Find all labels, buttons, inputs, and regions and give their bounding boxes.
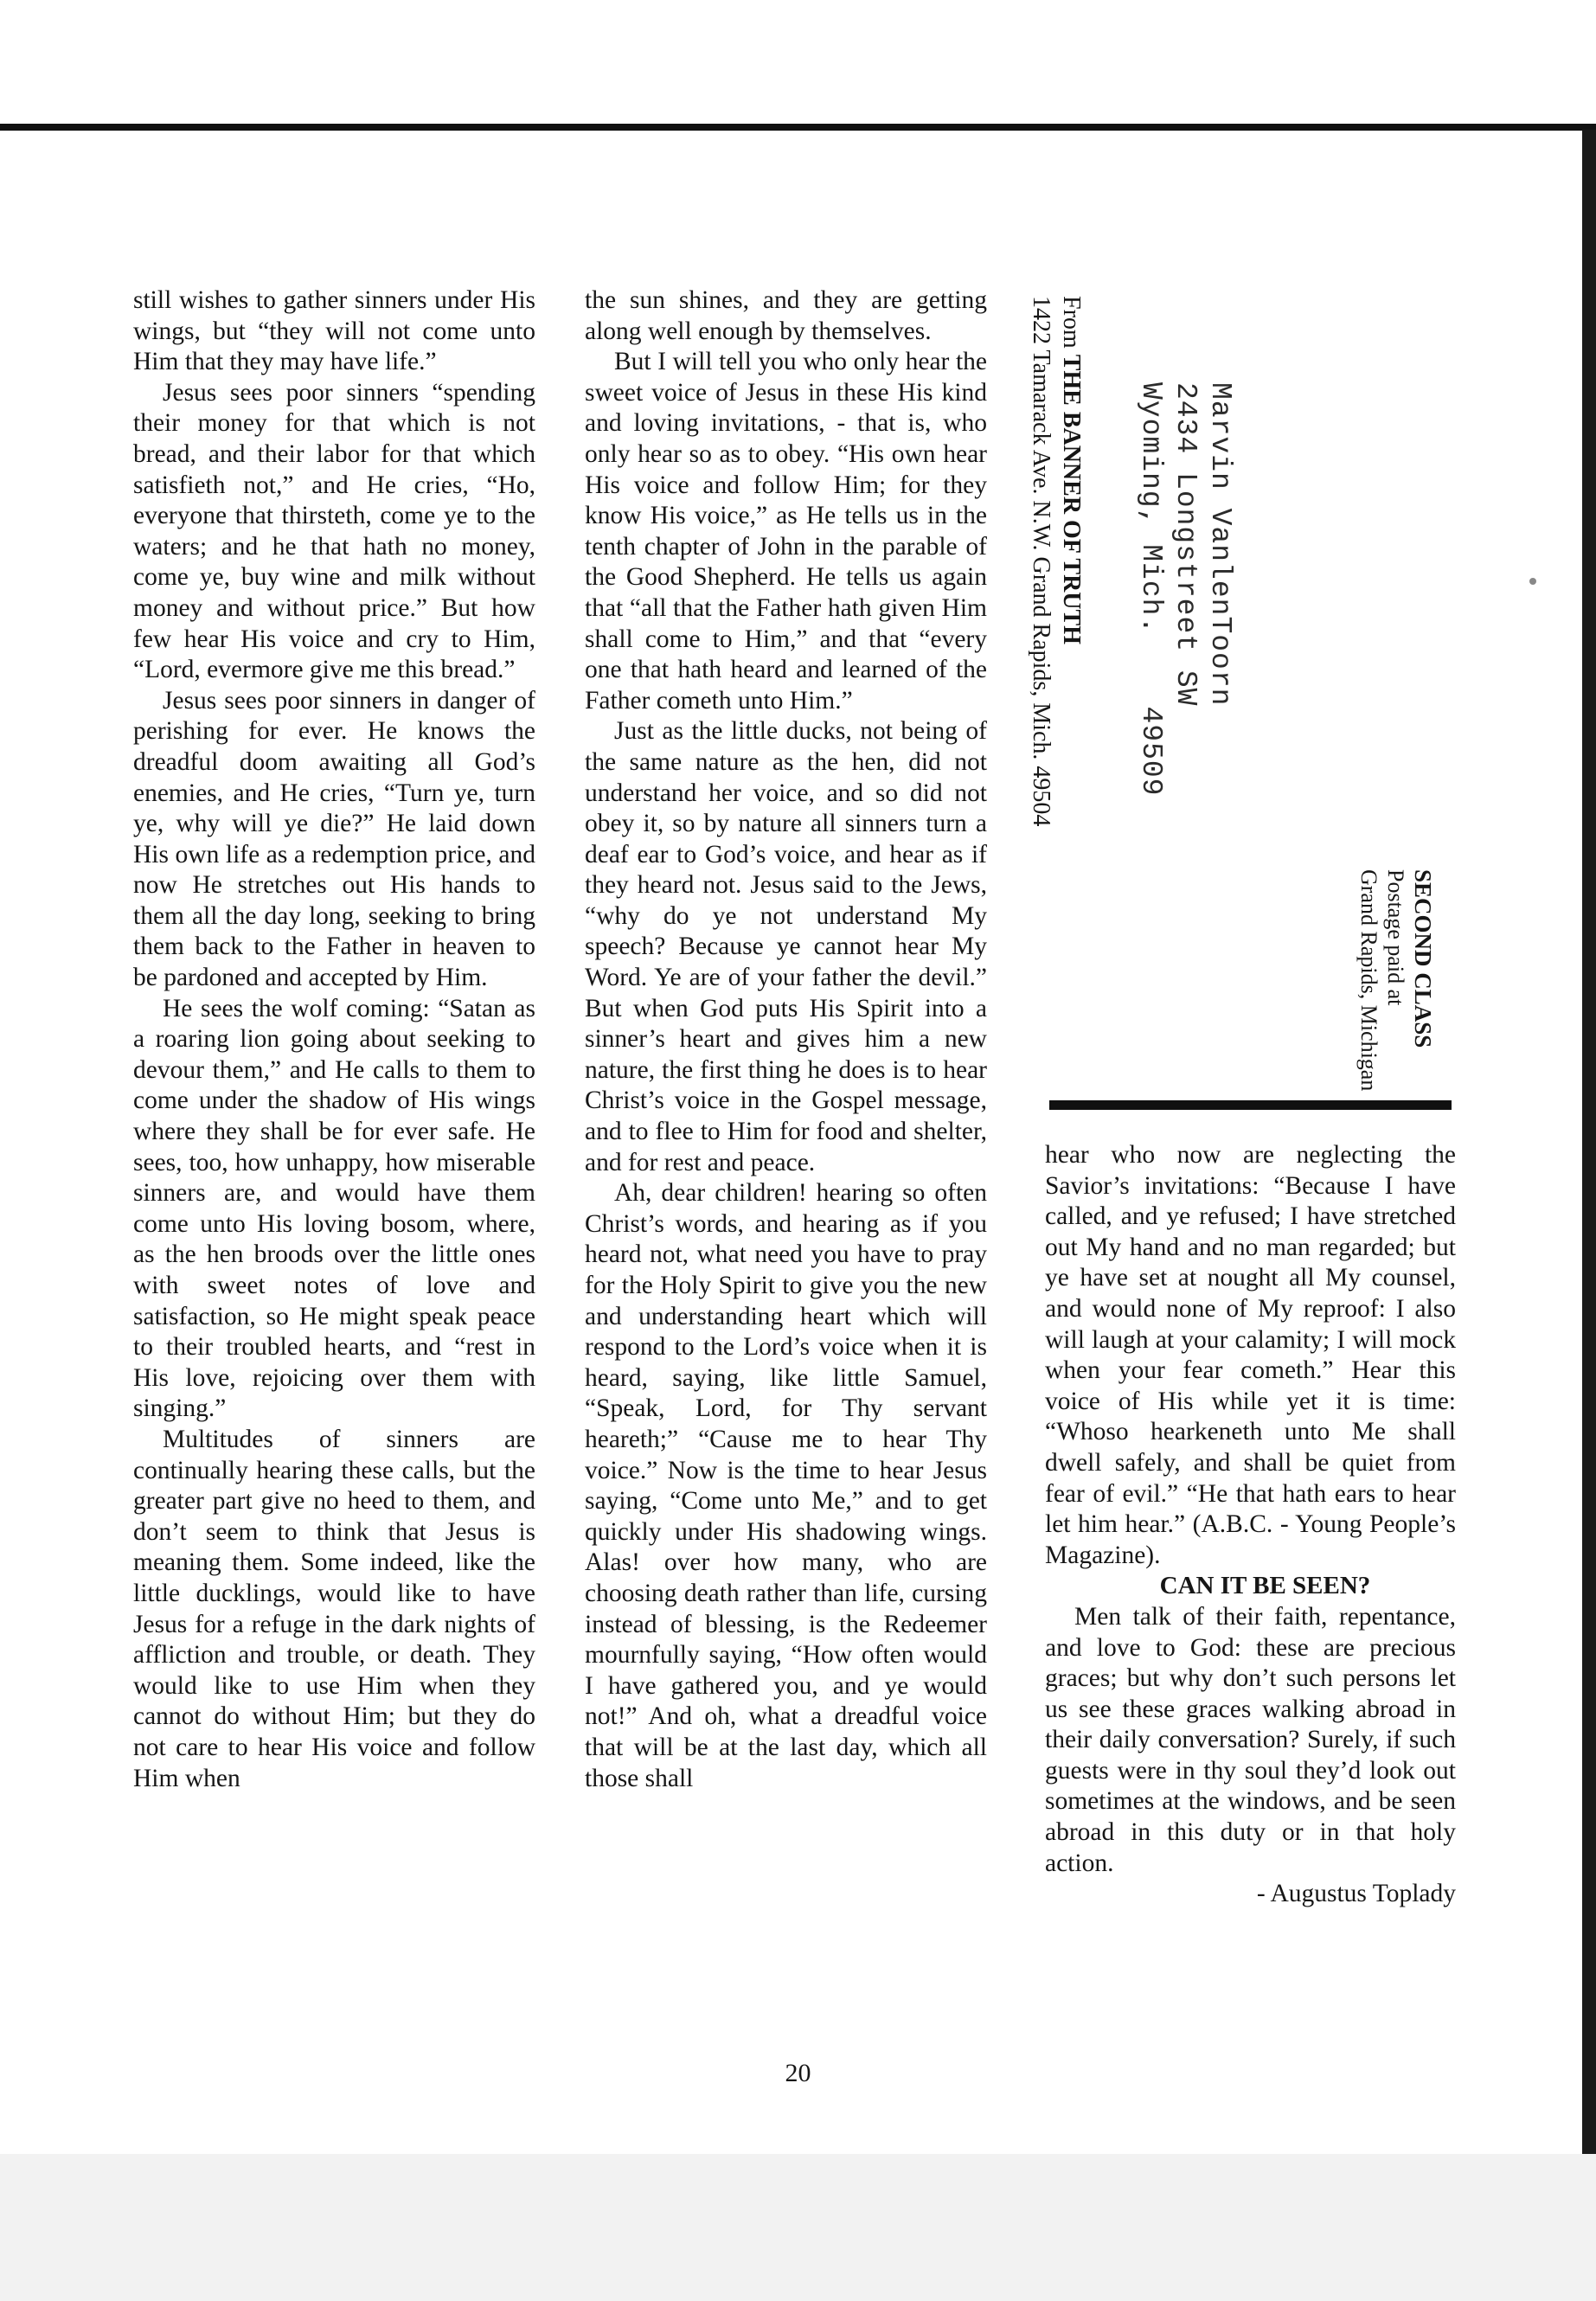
postage-line-1: Postage paid at — [1383, 869, 1408, 1006]
return-address — [1026, 296, 1086, 826]
article-title: CAN IT BE SEEN? — [1159, 1572, 1371, 1600]
return-prefix: From — [1058, 296, 1085, 349]
page-number: 20 — [785, 2059, 811, 2087]
paragraph: Jesus sees poor sinners in danger of perishing for ever. He knows the dreadful doom awaiting all God’s enemies, and He cries, “Turn ye, turn ye, why will ye die?” He laid down His own life as a redemption price, and now He stretches out His hands to them all the day long, seeking to bring them back to the Father in heaven to be pardoned and accepted by Him. — [133, 686, 535, 992]
recipient-address-label — [1133, 382, 1237, 796]
attribution: - Augustus Toplady — [1256, 1880, 1456, 1908]
paragraph: still wishes to gather sinners under His wings, but “they will not come unto Him that they may have life.” — [133, 286, 535, 376]
paragraph: hear who now are neglecting the Savior’s invitations: “Because I have called, and ye refused; I have stretched out My hand and no man regarded; but ye have set at nought all My counsel, and would none of My reproof: I also will laugh at your calamity; I will mock when your fear cometh.” Hear this voice of His while yet it is time: “Whoso hearkeneth unto Me shall dwell safely, and shall be quiet from fear of evil.” “He that hath ears to hear let him hear.” (A.B.C. - Young People’s Magazine). — [1045, 1141, 1456, 1569]
postage-indicia — [1356, 869, 1436, 1091]
scan-speck — [1529, 578, 1536, 585]
postage-line-2: Grand Rapids, Michigan — [1356, 869, 1381, 1092]
recipient-street: 2434 Longstreet SW — [1170, 382, 1202, 707]
text-column-1 — [133, 285, 535, 1794]
recipient-city: Wyoming, Mich. 49509 — [1135, 382, 1167, 797]
paragraph: the sun shines, and they are getting along well enough by themselves. — [585, 286, 987, 345]
scan-margin-bottom — [0, 2154, 1596, 2301]
publication-name: THE BANNER OF TRUTH — [1058, 354, 1085, 644]
return-address-line-2: 1422 Tamarack Ave. N.W. Grand Rapids, Mich. 49504 — [1028, 296, 1054, 827]
paragraph: Jesus sees poor sinners “spending their money for that which is not bread, and their labor for that which satisfieth not,” and He cries, “Ho, everyone that thirsteth, come ye to the waters; and he that hath no money, come ye, buy wine and milk without money and without price.” But how few hear His voice and cry to Him, “Lord, evermore give me this bread.” — [133, 378, 535, 684]
paragraph: Men talk of their faith, repentance, and love to God: these are precious graces; but why don’t such persons let us see these graces walking abroad in their daily conversation? Surely, if such guests were in thy soul they’d look out sometimes at the windows, and be seen abroad in this duty or in that holy action. — [1045, 1602, 1456, 1877]
return-address-line-1 — [1056, 296, 1086, 826]
text-column-3 — [1045, 1140, 1456, 1910]
paragraph: Ah, dear children! hearing so often Christ’s words, and hearing as if you heard not, what need you have to pray for the Holy Spirit to give you the new and understanding heart which will respond to the Lord’s voice when it is heard, saying, like little Samuel, “Speak, Lord, for Thy servant heareth;” “Cause me to hear Thy voice.” Now is the time to hear Jesus saying, “Come unto Me,” and to get quickly under His shadowing wings. Alas! over how many, who are choosing death rather than life, cursing instead of blessing, is the Redeemer mournfully saying, “How often would I have gathered you, and ye would not!” And oh, what a dreadful voice that will be at the last day, which all those shall — [585, 1179, 987, 1792]
postage-class: SECOND CLASS — [1410, 869, 1436, 1048]
paragraph: But I will tell you who only hear the sweet voice of Jesus in these His kind and loving invitations, - that is, who only hear so as to obey. “His own hear His voice and follow Him; for they know His voice,” as He tells us in the tenth chapter of John in the parable of the Good Shepherd. He tells us again that “all that the Father hath given Him shall come to Him,” and that “every one that hath heard and learned of the Father cometh unto Him.” — [585, 348, 987, 715]
recipient-name: Marvin VanlenToorn — [1204, 382, 1236, 707]
scan-edge-right — [1582, 130, 1596, 2154]
paragraph: Multitudes of sinners are continually hearing these calls, but the greater part give no heed to them, and don’t seem to think that Jesus is meaning them. Some indeed, like the little ducklings, would like to have Jesus for a refuge in the dark nights of affliction and trouble, or death. They would like to use Him when they cannot do without Him; but they do not care to hear His voice and follow Him when — [133, 1425, 535, 1792]
scan-margin-top — [0, 0, 1596, 130]
paragraph: Just as the little ducks, not being of the same nature as the hen, did not understand her voice, and so did not obey it, so by nature all sinners turn a deaf ear to God’s voice, and hear as if they heard not. Jesus said to the Jews, “why do ye not understand My speech? Because ye cannot hear My Word. Ye are of your father the devil.” But when God puts His Spirit into a sinner’s heart and gives him a new nature, the first thing he does is to hear Christ’s voice in the Gospel message, and to flee to Him for food and shelter, and for rest and peace. — [585, 717, 987, 1176]
scan-edge-top — [0, 124, 1596, 131]
text-column-2 — [585, 285, 987, 1794]
section-divider — [1049, 1100, 1452, 1110]
paragraph: He sees the wolf coming: “Satan as a roaring lion going about seeking to devour them,” and He calls to them to come under the shadow of His wings where they shall be for ever safe. He sees, too, how unhappy, how miserable sinners are, and would have them come unto His loving bosom, where, as the hen broods over the little ones with sweet notes of love and satisfaction, so He might speak peace to their troubled hearts, and “rest in His love, rejoicing over them with singing.” — [133, 994, 535, 1423]
